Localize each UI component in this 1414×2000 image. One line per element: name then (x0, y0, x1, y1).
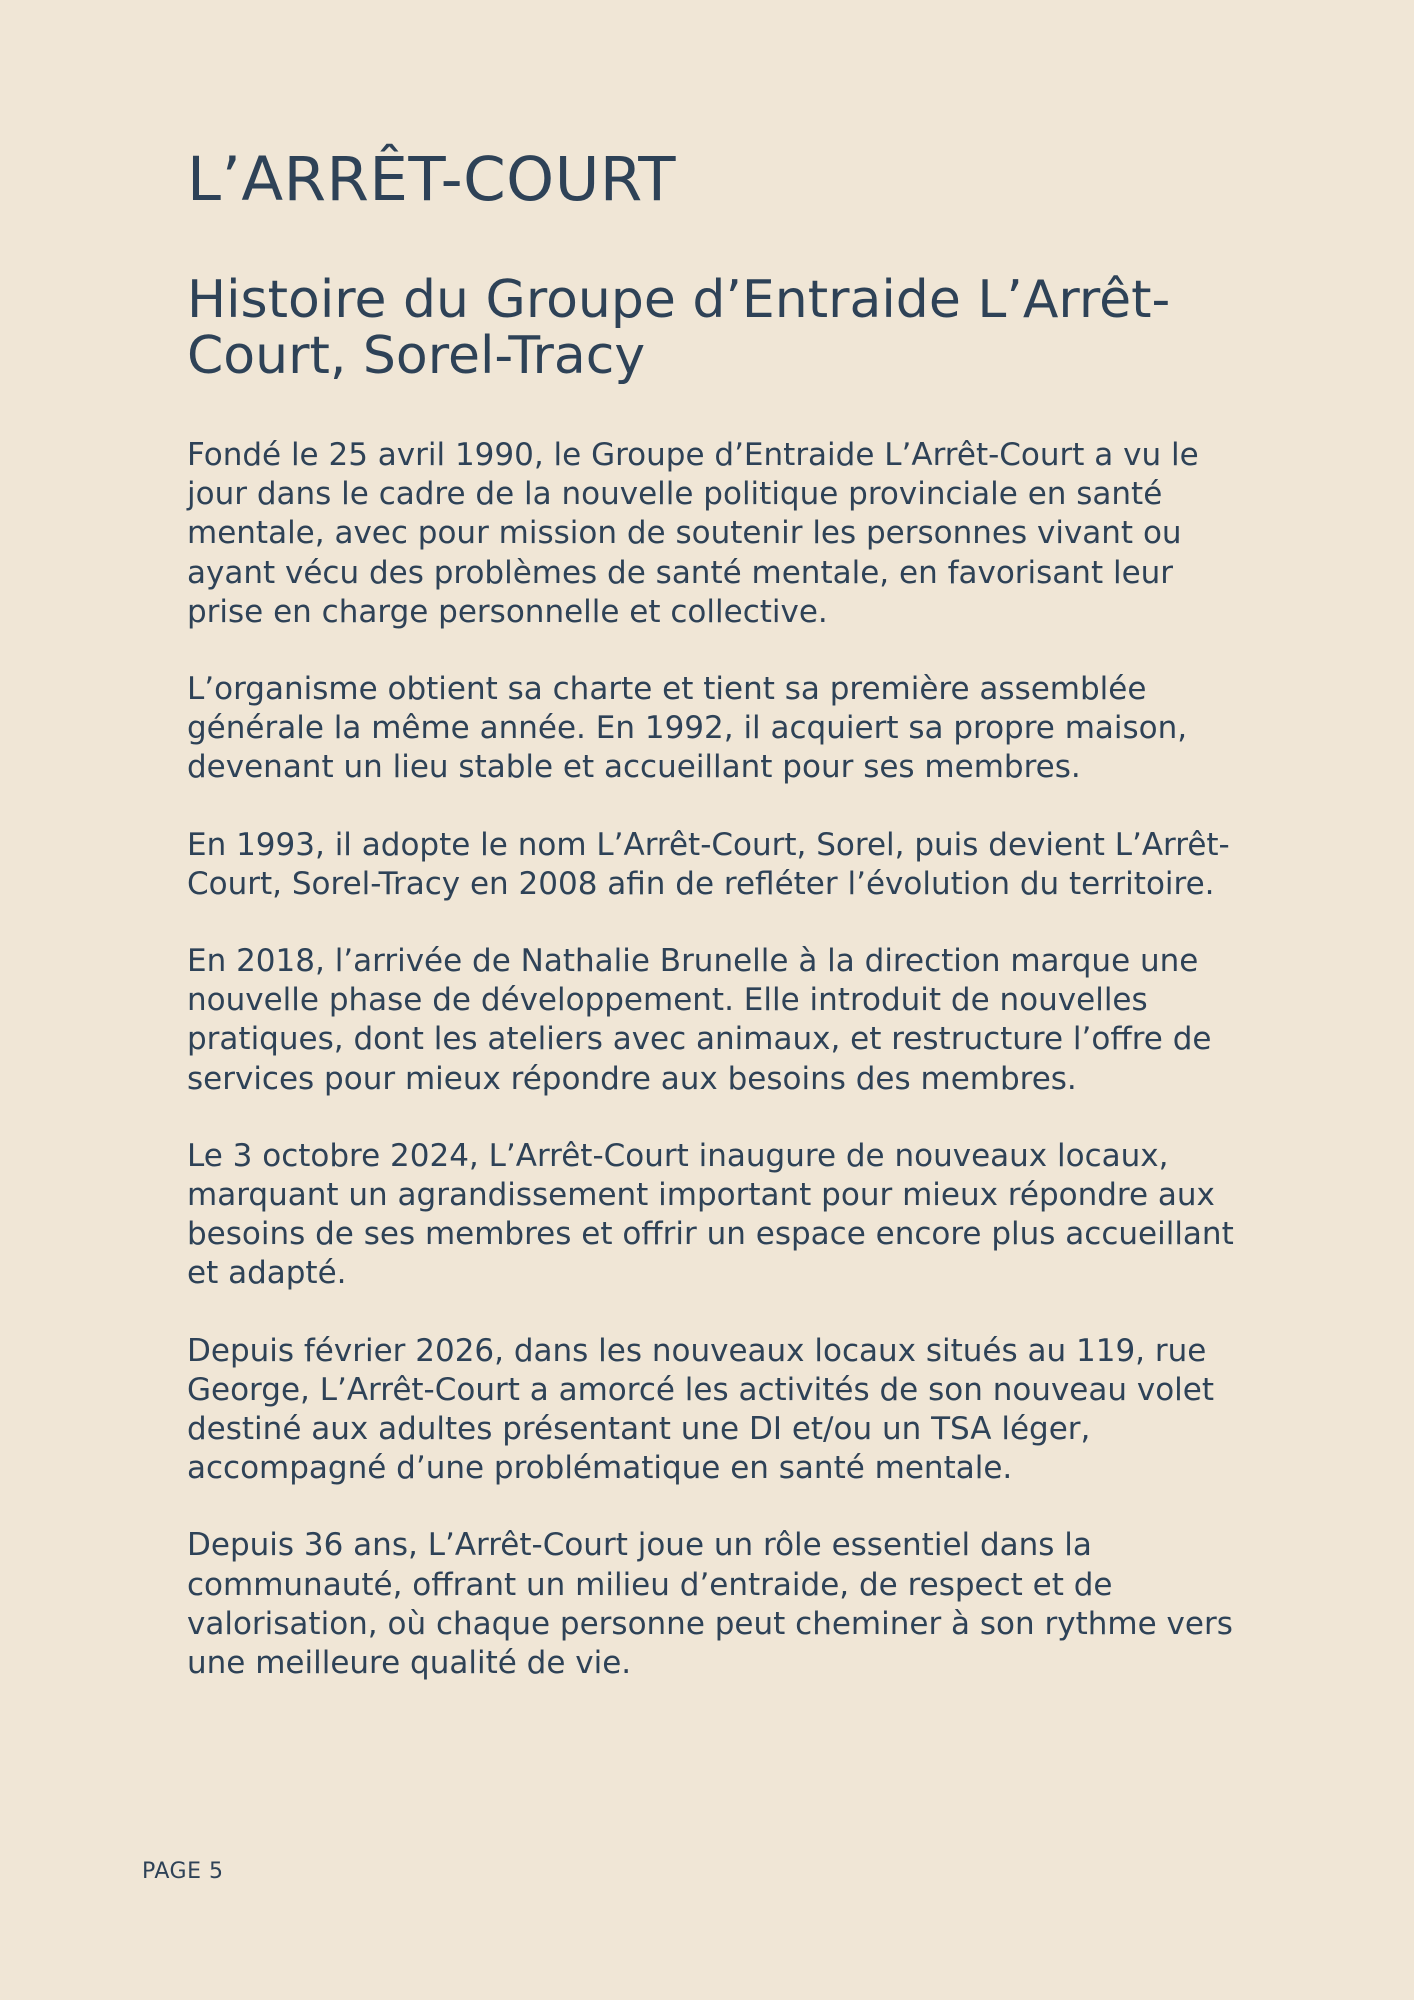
history-paragraph-summary: Depuis 36 ans, L’Arrêt-Court joue un rôle essentiel dans la communauté, offrant un milieu d’entraide, de respect et de valorisation, où chaque personne peut cheminer à son rythme vers une meilleure qualité de vie. (187, 1527, 1233, 1682)
history-text (187, 436, 1247, 1683)
history-paragraph-name-change: En 1993, il adopte le nom L’Arrêt-Court, Sorel, puis devient L’Arrêt-Court, Sorel-Tracy en 2008 afin de refléter l’évolution du territoire. (187, 826, 1230, 902)
history-paragraph-2018: En 2018, l’arrivée de Nathalie Brunelle à la direction marque une nouvelle phase de développement. Elle introduit de nouvelles pratiques, dont les ateliers avec animaux, et restructure l’offre de services pour mieux répondre aux besoins des membres. (187, 943, 1212, 1097)
history-paragraph-2024: Le 3 octobre 2024, L’Arrêt-Court inaugure de nouveaux locaux, marquant un agrandissement important pour mieux répondre aux besoins de ses membres et offrir un espace encore plus accueillant et adapté. (187, 1137, 1234, 1292)
history-paragraph-founding: Fondé le 25 avril 1990, le Groupe d’Entraide L’Arrêt-Court a vu le jour dans le cadre de la nouvelle politique provinciale en santé mentale, avec pour mission de soutenir les personnes vivant ou ayant vécu des problèmes de santé mentale, en favorisant leur prise en charge personnelle et collective. (187, 437, 1199, 630)
history-paragraph-charter: L’organisme obtient sa charte et tient sa première assemblée générale la même année. En 1992, il acquiert sa propre maison, devenant un lieu stable et accueillant pour ses membres. (187, 671, 1188, 786)
history-section-title: Histoire du Groupe d’Entraide L’Arrêt-Court, Sorel-Tracy (187, 270, 1171, 386)
history-paragraph-2026: Depuis février 2026, dans les nouveaux locaux situés au 119, rue George, L’Arrêt-Court a amorcé les activités de son nouveau volet destiné aux adultes présentant une DI et/ou un TSA léger, accompagné d’une problématique en santé mentale. (187, 1332, 1215, 1487)
page-content (187, 138, 1247, 1721)
page-number: PAGE 5 (142, 1859, 224, 1884)
organization-title: L’ARRÊT-COURT (187, 144, 677, 215)
